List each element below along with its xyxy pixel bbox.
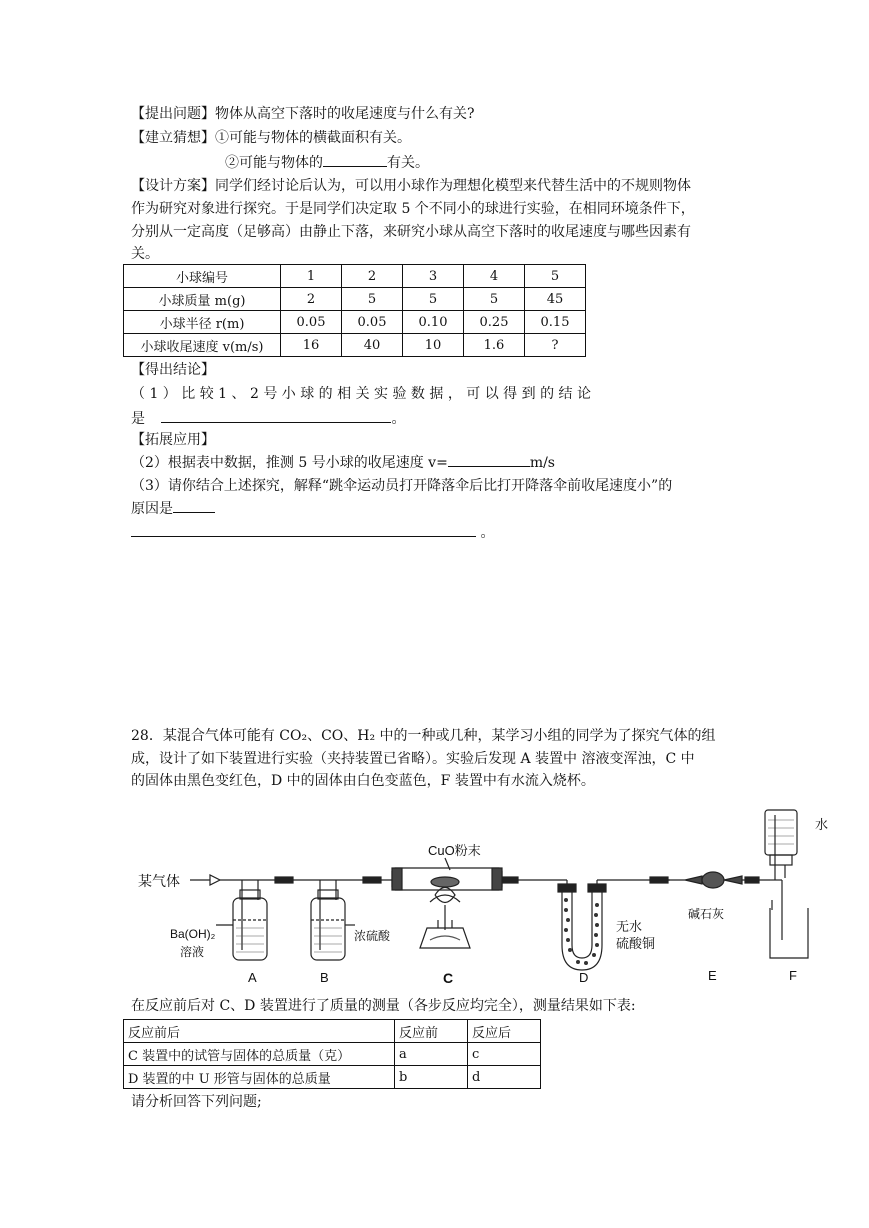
cuso4-label-1: 无水 [616, 919, 643, 934]
question-2-post: m/s [529, 455, 555, 471]
table-cell: 3 [403, 265, 464, 288]
table-cell: 0.25 [464, 311, 525, 334]
design-line-4: 关。 [131, 246, 159, 262]
answer-blank[interactable] [173, 498, 215, 513]
question-1-line-2 [131, 408, 405, 429]
question-3-post: 。 [480, 525, 495, 541]
ball-data-table [123, 264, 586, 357]
question-3-line-3 [131, 522, 494, 543]
label-e: E [708, 968, 717, 983]
blank-line[interactable] [323, 152, 387, 167]
table-cell: d [468, 1066, 541, 1089]
table-cell: 1 [281, 265, 342, 288]
question-heading: 【提出问题】物体从高空下落时的收尾速度与什么有关? [131, 106, 475, 122]
table-cell: c [468, 1043, 541, 1066]
table-cell: 2 [342, 265, 403, 288]
table-row [124, 288, 586, 311]
answer-blank[interactable] [161, 408, 391, 423]
answer-blank[interactable] [448, 452, 530, 467]
table-cell: 10 [403, 334, 464, 357]
table-cell: 反应前后 [124, 1020, 395, 1043]
question-1-line-1: （ 1 ） 比 较 1 、 2 号 小 球 的 相 关 实 验 数 据 ， 可 以 得 到 的 结 论 [131, 386, 591, 402]
table-cell: 40 [342, 334, 403, 357]
combustion-tube-c [392, 858, 502, 948]
table-cell: 5 [342, 288, 403, 311]
answer-blank[interactable] [131, 522, 476, 537]
cuo-label: CuO粉末 [428, 843, 481, 858]
table-cell: 反应前 [395, 1020, 468, 1043]
table-cell: 4 [464, 265, 525, 288]
water-label: 水 [815, 817, 829, 832]
question-2-pre: （2）根据表中数据，推测 5 号小球的收尾速度 v= [131, 455, 448, 471]
table-cell: 5 [525, 265, 586, 288]
q28-line-1: 28．某混合气体可能有 CO₂、CO、H₂ 中的一种或几种，某学习小组的同学为了探究气体的组 [131, 728, 716, 744]
table-cell: 小球收尾速度 v(m/s) [124, 334, 281, 357]
hypothesis-2 [225, 152, 429, 173]
table-cell: D 装置的中 U 形管与固体的总质量 [124, 1066, 395, 1089]
table-cell: 0.05 [281, 311, 342, 334]
table-row [124, 311, 586, 334]
answer-prompt: 请分析回答下列问题; [131, 1094, 262, 1110]
hypothesis-1: 【建立猜想】①可能与物体的横截面积有关。 [131, 130, 411, 146]
table-cell: 5 [464, 288, 525, 311]
table-cell: a [395, 1043, 468, 1066]
cuso4-label-2: 硫酸铜 [616, 936, 656, 951]
question-3-line-2 [131, 498, 215, 519]
table-cell: 0.10 [403, 311, 464, 334]
gas-inlet-label: 某气体 [138, 874, 180, 890]
table-cell: 16 [281, 334, 342, 357]
design-line-1: 【设计方案】同学们经讨论后认为，可以用小球作为理想化模型来代替生活中的不规则物体 [131, 178, 691, 194]
table-row [124, 1043, 541, 1066]
table-row [124, 334, 586, 357]
drying-tube-e [668, 872, 770, 888]
u-tube-d [518, 880, 670, 970]
table-cell: 0.05 [342, 311, 403, 334]
design-line-2: 作为研究对象进行探究。于是同学们决定取 5 个不同小的球进行实验，在相同环境条件下， [131, 201, 695, 217]
table-row [124, 1066, 541, 1089]
q28-line-2: 成，设计了如下装置进行实验（夹持装置已省略）。实验后发现 A 装置中 溶液变浑浊，C 中 [131, 751, 695, 767]
question-1-post: 。 [391, 411, 406, 427]
label-b: B [320, 970, 329, 985]
design-line-3: 分别从一定高度（足够高）由静止下落，来研究小球从高空下落时的收尾速度与哪些因素有 [131, 224, 691, 240]
baoh-label-2: 溶液 [180, 945, 205, 959]
question-2 [131, 452, 555, 473]
table-cell: ? [525, 334, 586, 357]
label-c: C [443, 970, 454, 986]
baoh-label-1: Ba(OH)₂ [170, 927, 216, 941]
water-bottle-f [765, 810, 808, 958]
inlet-arrow-icon [190, 875, 220, 885]
table-cell: 1.6 [464, 334, 525, 357]
table-cell: 2 [281, 288, 342, 311]
h2so4-label: 浓硫酸 [354, 929, 391, 943]
label-f: F [789, 968, 797, 983]
question-3-line-1: （3）请你结合上述探究，解释“跳伞运动员打开降落伞后比打开降落伞前收尾速度小”的 [131, 478, 673, 494]
apparatus-diagram [130, 800, 840, 990]
bottle-a [216, 880, 267, 960]
hypothesis-2-post: 有关。 [387, 155, 429, 171]
table-cell: 小球编号 [124, 265, 281, 288]
hypothesis-2-pre: ②可能与物体的 [225, 155, 323, 171]
label-a: A [248, 970, 257, 985]
table-cell: 反应后 [468, 1020, 541, 1043]
apply-heading: 【拓展应用】 [131, 432, 215, 448]
table-cell: b [395, 1066, 468, 1089]
mass-measure-table [123, 1019, 541, 1089]
bottle-b [311, 880, 355, 960]
conclusion-heading: 【得出结论】 [131, 362, 215, 378]
table-cell: 5 [403, 288, 464, 311]
label-d: D [579, 970, 589, 985]
soda-lime-label: 碱石灰 [688, 907, 725, 921]
table-row [124, 1020, 541, 1043]
table-cell: C 装置中的试管与固体的总质量（克） [124, 1043, 395, 1066]
table-cell: 45 [525, 288, 586, 311]
table-cell: 小球质量 m(g) [124, 288, 281, 311]
question-1-pre: 是 [131, 411, 145, 427]
measure-intro: 在反应前后对 C、D 装置进行了质量的测量（各步反应均完全），测量结果如下表: [131, 998, 636, 1014]
table-row [124, 265, 586, 288]
question-3-pre: 原因是 [131, 501, 173, 517]
table-cell: 小球半径 r(m) [124, 311, 281, 334]
q28-line-3: 的固体由黑色变红色，D 中的固体由白色变蓝色，F 装置中有水流入烧杯。 [131, 773, 595, 789]
table-cell: 0.15 [525, 311, 586, 334]
